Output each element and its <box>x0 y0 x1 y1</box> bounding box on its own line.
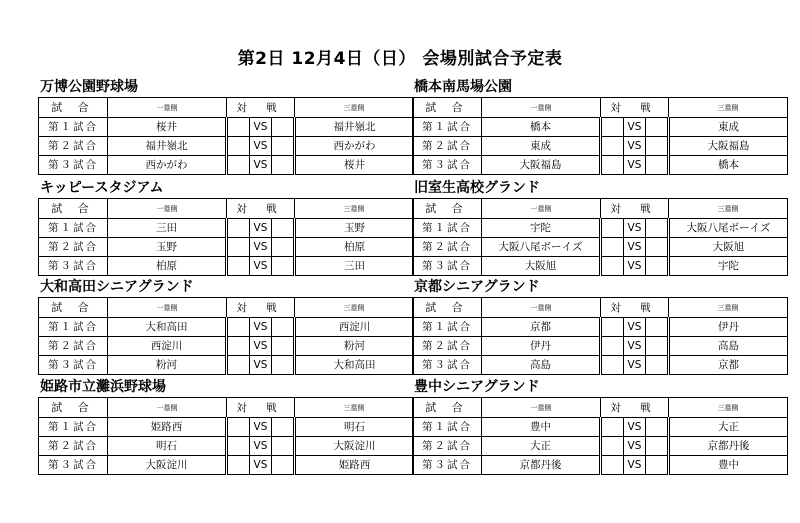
away-team: 西淀川 <box>295 318 414 337</box>
schedule-table <box>38 198 414 276</box>
table-row <box>413 318 788 337</box>
spacer-cell <box>227 156 250 175</box>
game-number: 第３試合 <box>413 356 482 375</box>
spacer-cell <box>601 318 624 337</box>
home-team: 宇陀 <box>482 219 601 238</box>
header-vs: 対 戦 <box>227 298 295 318</box>
table-header-row <box>413 98 788 118</box>
spacer-cell <box>601 257 624 276</box>
home-team: 桜井 <box>108 118 227 137</box>
table-row <box>413 156 788 175</box>
schedule-table <box>412 397 788 475</box>
away-team: 大正 <box>669 418 788 437</box>
away-team: 明石 <box>295 418 414 437</box>
table-row <box>413 137 788 156</box>
spacer-cell <box>646 456 669 475</box>
game-number: 第３試合 <box>413 456 482 475</box>
table-row <box>39 418 414 437</box>
header-away: 三塁側 <box>669 98 788 118</box>
home-team: 明石 <box>108 437 227 456</box>
header-away: 三塁側 <box>669 199 788 219</box>
spacer-cell <box>272 238 295 257</box>
table-row <box>413 219 788 238</box>
spacer-cell <box>646 238 669 257</box>
home-team: 京都丹後 <box>482 456 601 475</box>
spacer-cell <box>227 437 250 456</box>
away-team: 橋本 <box>669 156 788 175</box>
game-number: 第１試合 <box>413 219 482 238</box>
game-number: 第２試合 <box>39 337 108 356</box>
header-away: 三塁側 <box>295 298 414 318</box>
venue-block <box>38 277 418 375</box>
game-number: 第２試合 <box>413 137 482 156</box>
spacer-cell <box>272 257 295 276</box>
home-team: 京都 <box>482 318 601 337</box>
spacer-cell <box>227 356 250 375</box>
header-away: 三塁側 <box>295 199 414 219</box>
vs-label: VS <box>623 456 646 475</box>
table-row <box>39 456 414 475</box>
table-row <box>39 356 414 375</box>
vs-label: VS <box>249 219 272 238</box>
spacer-cell <box>227 318 250 337</box>
home-team: 柏原 <box>108 257 227 276</box>
spacer-cell <box>601 437 624 456</box>
spacer-cell <box>227 238 250 257</box>
away-team: 高島 <box>669 337 788 356</box>
home-team: 粉河 <box>108 356 227 375</box>
venue-name: 京都シニアグランド <box>414 279 540 295</box>
away-team: 伊丹 <box>669 318 788 337</box>
spacer-cell <box>227 137 250 156</box>
game-number: 第３試合 <box>39 257 108 276</box>
table-row <box>413 456 788 475</box>
spacer-cell <box>646 437 669 456</box>
header-away: 三塁側 <box>295 398 414 418</box>
venue-block <box>38 77 418 175</box>
home-team: 三田 <box>108 219 227 238</box>
spacer-cell <box>646 156 669 175</box>
home-team: 姫路西 <box>108 418 227 437</box>
vs-label: VS <box>249 318 272 337</box>
spacer-cell <box>601 156 624 175</box>
vs-label: VS <box>623 257 646 276</box>
venue-block <box>38 377 418 475</box>
table-header-row <box>39 98 414 118</box>
table-row <box>39 156 414 175</box>
spacer-cell <box>272 156 295 175</box>
away-team: 福井嶺北 <box>295 118 414 137</box>
spacer-cell <box>272 337 295 356</box>
spacer-cell <box>601 356 624 375</box>
table-row <box>39 238 414 257</box>
venue-name: 大和高田シニアグランド <box>40 279 194 295</box>
venue-name: 旧室生高校グランド <box>414 180 540 196</box>
header-away: 三塁側 <box>669 398 788 418</box>
schedule-table <box>38 297 414 375</box>
table-row <box>413 437 788 456</box>
home-team: 大阪八尾ボーイズ <box>482 238 601 257</box>
game-number: 第３試合 <box>413 156 482 175</box>
venue-block <box>38 178 418 276</box>
schedule-table <box>38 397 414 475</box>
header-home: 一塁側 <box>482 398 601 418</box>
spacer-cell <box>272 356 295 375</box>
vs-label: VS <box>623 356 646 375</box>
home-team: 玉野 <box>108 238 227 257</box>
header-vs: 対 戦 <box>601 398 669 418</box>
away-team: 西かがわ <box>295 137 414 156</box>
home-team: 西かがわ <box>108 156 227 175</box>
away-team: 大阪旭 <box>669 238 788 257</box>
vs-label: VS <box>249 356 272 375</box>
away-team: 宇陀 <box>669 257 788 276</box>
venue-block <box>412 377 792 475</box>
venue-block <box>412 178 792 276</box>
home-team: 豊中 <box>482 418 601 437</box>
away-team: 柏原 <box>295 238 414 257</box>
away-team: 京都 <box>669 356 788 375</box>
header-game: 試 合 <box>39 298 108 318</box>
away-team: 京都丹後 <box>669 437 788 456</box>
home-team: 大阪福島 <box>482 156 601 175</box>
spacer-cell <box>646 219 669 238</box>
spacer-cell <box>272 219 295 238</box>
spacer-cell <box>646 337 669 356</box>
header-away: 三塁側 <box>669 298 788 318</box>
away-team: 大阪福島 <box>669 137 788 156</box>
spacer-cell <box>272 456 295 475</box>
table-header-row <box>39 298 414 318</box>
table-row <box>413 337 788 356</box>
game-number: 第３試合 <box>39 156 108 175</box>
spacer-cell <box>272 118 295 137</box>
header-vs: 対 戦 <box>601 199 669 219</box>
spacer-cell <box>646 356 669 375</box>
table-header-row <box>413 199 788 219</box>
spacer-cell <box>601 219 624 238</box>
table-row <box>39 118 414 137</box>
vs-label: VS <box>623 118 646 137</box>
vs-label: VS <box>623 238 646 257</box>
table-row <box>39 437 414 456</box>
schedule-table <box>412 97 788 175</box>
table-row <box>413 356 788 375</box>
header-vs: 対 戦 <box>601 98 669 118</box>
venue-block <box>412 277 792 375</box>
vs-label: VS <box>249 156 272 175</box>
game-number: 第３試合 <box>413 257 482 276</box>
home-team: 伊丹 <box>482 337 601 356</box>
spacer-cell <box>601 118 624 137</box>
vs-label: VS <box>623 156 646 175</box>
venue-name: キッピースタジアム <box>40 180 164 196</box>
table-row <box>413 118 788 137</box>
table-header-row <box>39 398 414 418</box>
home-team: 西淀川 <box>108 337 227 356</box>
away-team: 粉河 <box>295 337 414 356</box>
away-team: 豊中 <box>669 456 788 475</box>
table-row <box>39 219 414 238</box>
vs-label: VS <box>623 337 646 356</box>
table-header-row <box>413 398 788 418</box>
vs-label: VS <box>249 456 272 475</box>
venue-name: 豊中シニアグランド <box>414 379 540 395</box>
spacer-cell <box>227 118 250 137</box>
game-number: 第２試合 <box>39 137 108 156</box>
game-number: 第２試合 <box>413 238 482 257</box>
schedule-table <box>412 297 788 375</box>
table-row <box>413 418 788 437</box>
header-vs: 対 戦 <box>227 98 295 118</box>
venue-name: 姫路市立灘浜野球場 <box>40 379 166 395</box>
game-number: 第３試合 <box>39 456 108 475</box>
game-number: 第１試合 <box>39 118 108 137</box>
home-team: 大正 <box>482 437 601 456</box>
table-row <box>39 337 414 356</box>
home-team: 高島 <box>482 356 601 375</box>
spacer-cell <box>646 418 669 437</box>
game-number: 第１試合 <box>39 219 108 238</box>
spacer-cell <box>272 437 295 456</box>
game-number: 第１試合 <box>39 418 108 437</box>
spacer-cell <box>601 137 624 156</box>
spacer-cell <box>272 418 295 437</box>
header-game: 試 合 <box>39 98 108 118</box>
home-team: 大阪淀川 <box>108 456 227 475</box>
table-row <box>39 137 414 156</box>
table-row <box>413 257 788 276</box>
table-row <box>39 318 414 337</box>
header-game: 試 合 <box>413 398 482 418</box>
header-game: 試 合 <box>413 98 482 118</box>
away-team: 玉野 <box>295 219 414 238</box>
spacer-cell <box>227 257 250 276</box>
vs-label: VS <box>623 418 646 437</box>
header-home: 一塁側 <box>108 199 227 219</box>
away-team: 大阪淀川 <box>295 437 414 456</box>
header-game: 試 合 <box>39 199 108 219</box>
spacer-cell <box>227 456 250 475</box>
header-vs: 対 戦 <box>601 298 669 318</box>
page-title: 第2日 12月4日（日） 会場別試合予定表 <box>237 49 563 69</box>
vs-label: VS <box>249 137 272 156</box>
game-number: 第２試合 <box>413 437 482 456</box>
away-team: 三田 <box>295 257 414 276</box>
schedule-table <box>38 97 414 175</box>
header-vs: 対 戦 <box>227 199 295 219</box>
home-team: 大阪旭 <box>482 257 601 276</box>
game-number: 第１試合 <box>413 418 482 437</box>
spacer-cell <box>646 118 669 137</box>
schedule-table <box>412 198 788 276</box>
table-row <box>39 257 414 276</box>
away-team: 大和高田 <box>295 356 414 375</box>
header-vs: 対 戦 <box>227 398 295 418</box>
vs-label: VS <box>249 238 272 257</box>
home-team: 大和高田 <box>108 318 227 337</box>
game-number: 第１試合 <box>39 318 108 337</box>
game-number: 第３試合 <box>39 356 108 375</box>
spacer-cell <box>601 418 624 437</box>
game-number: 第２試合 <box>39 437 108 456</box>
vs-label: VS <box>249 337 272 356</box>
header-home: 一塁側 <box>482 98 601 118</box>
game-number: 第１試合 <box>413 318 482 337</box>
header-home: 一塁側 <box>108 98 227 118</box>
away-team: 桜井 <box>295 156 414 175</box>
game-number: 第２試合 <box>39 238 108 257</box>
game-number: 第２試合 <box>413 337 482 356</box>
away-team: 大阪八尾ボーイズ <box>669 219 788 238</box>
header-home: 一塁側 <box>108 398 227 418</box>
header-game: 試 合 <box>413 199 482 219</box>
table-row <box>413 238 788 257</box>
home-team: 橋本 <box>482 118 601 137</box>
vs-label: VS <box>249 418 272 437</box>
vs-label: VS <box>623 318 646 337</box>
spacer-cell <box>646 318 669 337</box>
venue-block <box>412 77 792 175</box>
header-home: 一塁側 <box>482 199 601 219</box>
venue-name: 橋本南馬場公園 <box>414 79 512 95</box>
vs-label: VS <box>623 219 646 238</box>
header-home: 一塁側 <box>108 298 227 318</box>
vs-label: VS <box>623 437 646 456</box>
vs-label: VS <box>249 437 272 456</box>
vs-label: VS <box>623 137 646 156</box>
spacer-cell <box>601 456 624 475</box>
spacer-cell <box>227 219 250 238</box>
header-game: 試 合 <box>413 298 482 318</box>
spacer-cell <box>646 137 669 156</box>
home-team: 東成 <box>482 137 601 156</box>
venue-name: 万博公園野球場 <box>40 79 138 95</box>
game-number: 第１試合 <box>413 118 482 137</box>
spacer-cell <box>227 418 250 437</box>
home-team: 福井嶺北 <box>108 137 227 156</box>
spacer-cell <box>646 257 669 276</box>
spacer-cell <box>272 318 295 337</box>
away-team: 姫路西 <box>295 456 414 475</box>
table-header-row <box>39 199 414 219</box>
vs-label: VS <box>249 257 272 276</box>
header-home: 一塁側 <box>482 298 601 318</box>
spacer-cell <box>227 337 250 356</box>
away-team: 東成 <box>669 118 788 137</box>
spacer-cell <box>601 238 624 257</box>
table-header-row <box>413 298 788 318</box>
spacer-cell <box>272 137 295 156</box>
spacer-cell <box>601 337 624 356</box>
header-game: 試 合 <box>39 398 108 418</box>
vs-label: VS <box>249 118 272 137</box>
header-away: 三塁側 <box>295 98 414 118</box>
